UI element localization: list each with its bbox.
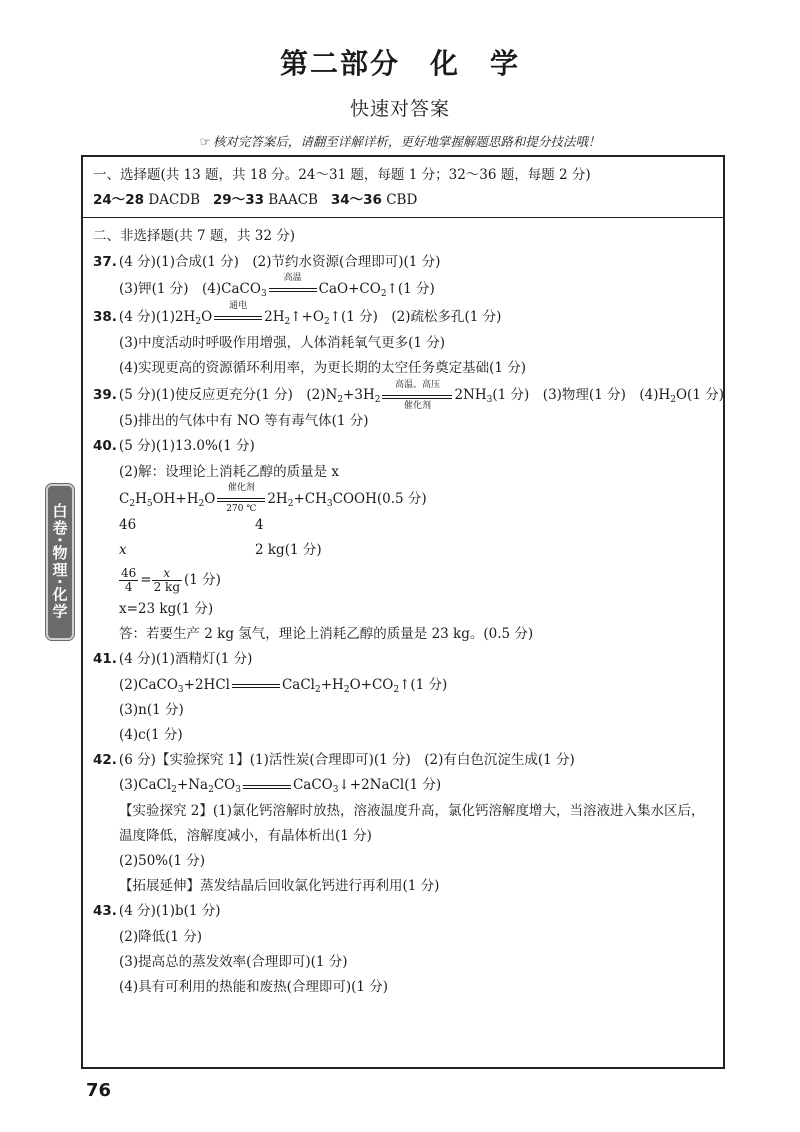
q38-line1: 38. (4 分)$(1)2H_2O$ 通电 $2H_2↑+O_2↑(1$ 分) (2)疏松多孔(1 分) <box>93 301 502 327</box>
q40-equation: $C_2H_5OH+H_2O$ 催化剂 270 ℃ $2H_2+CH_3COOH(0.5$ 分) <box>119 483 427 515</box>
reaction-equals: 高温、高压 催化剂 <box>382 389 452 403</box>
q38-line3: (4)实现更高的资源循环利用率，为更长期的太空任务奠定基础(1 分) <box>119 359 527 376</box>
q42-line3: 【实验探究 2】(1)氯化钙溶解时放热，溶液温度升高，氯化钙溶解度增大，当溶液进入集水区后，温度降低，溶解度减小，有晶体析出(1 分) <box>119 802 705 844</box>
reaction-equals: 通电 <box>214 310 262 324</box>
section-header: 二、非选择题(共 7 题，共 32 分) <box>93 228 295 245</box>
answer-box <box>81 155 725 1069</box>
page-number: 76 <box>86 1080 112 1101</box>
q40-x-row: x 2 kg(1 分) <box>119 541 322 558</box>
q40-mass-row: 46 4 <box>119 516 264 533</box>
q41-line1: 41. (4 分)(1)酒精灯(1 分) <box>93 651 253 668</box>
q41-line2: (2)CaCO$_3$+2HCl $CaCl_2+H_2O+CO_2↑(1$ 分) <box>119 676 448 695</box>
q42-line2: $(3)CaCl_2+Na_2CO_3$ CaCO$_3$↓+2NaCl(1 分) <box>119 777 442 796</box>
page-title: 第二部分 化 学 <box>279 47 520 80</box>
q39-line2: (5)排出的气体中有 NO 等有毒气体(1 分) <box>119 413 369 430</box>
choice-answers: 24～28 DACDB 29～33 BAACB 34～36 CBD <box>93 192 418 209</box>
q40-proportion: $\frac{46}{4}$ = $\frac{x}{2 kg}$ (1 分) <box>121 566 221 595</box>
tip-note: ☞ 核对完答案后，请翻至详解详析，更好地掌握解题思路和提分技法哦！ <box>199 134 601 149</box>
reaction-equals: 催化剂 270 ℃ <box>217 492 265 506</box>
q37-line2: (3)钾(1 分) (4)CaCO$_3$ 高温 $CaO+CO_2↑(1$ 分) <box>119 273 435 299</box>
section-choice <box>83 157 723 218</box>
q40-result: x=23 kg(1 分) <box>119 601 214 618</box>
q42-line1: 42. (6 分)【实验探究 1】(1)活性炭(合理即可)(1 分) (2)有白色沉淀生成(1 分) <box>93 752 575 769</box>
reaction-equals <box>243 779 291 793</box>
q43-line2: (2)降低(1 分) <box>119 928 203 945</box>
q43-line4: (4)具有可利用的热能和废热(合理即可)(1 分) <box>119 978 389 995</box>
side-tab: 白卷·物理·化学 <box>46 484 74 640</box>
q41-line3: (3)n(1 分) <box>119 701 184 718</box>
q37-line1: 37. (4 分)(1)合成(1 分) (2)节约水资源(合理即可)(1 分) <box>93 253 441 270</box>
page-subtitle: 快速对答案 <box>349 98 450 120</box>
q42-line4: (2)50%(1 分) <box>119 852 206 869</box>
q41-line4: (4)c(1 分) <box>119 727 183 743</box>
q38-line2: (3)中度活动时呼吸作用增强，人体消耗氧气更多(1 分) <box>119 334 446 351</box>
q40-line2: (2)解：设理论上消耗乙醇的质量是 x <box>119 463 340 480</box>
pointing-hand-icon: ☞ <box>199 134 211 149</box>
section-header: 一、选择题(共 13 题，共 18 分。24～31 题，每题 1 分；32～36 题，每题 2 分) <box>93 167 591 183</box>
q43-line3: (3)提高总的蒸发效率(合理即可)(1 分) <box>119 953 348 970</box>
reaction-equals: 高温 <box>269 282 317 296</box>
reaction-equals <box>232 678 280 692</box>
q39-line1: 39. (5 分)(1)使反应更充分(1 分) $(2)N_2+3H_2$ 高温、高压 催化剂 $2NH_3(1$ 分) (3)物理(1 分) $(4)H_2O(1$ 分) <box>93 379 724 411</box>
q40-line1: 40. (5 分)(1)13.0%(1 分) <box>93 438 255 455</box>
q40-answer: 答：若要生产 2 kg 氢气，理论上消耗乙醇的质量是 23 kg。(0.5 分) <box>119 626 534 643</box>
section-nonchoice <box>83 218 723 1000</box>
q42-line5: 【拓展延伸】蒸发结晶后回收氯化钙进行再利用(1 分) <box>119 878 440 895</box>
q43-line1: 43. (4 分)(1)b(1 分) <box>93 903 221 920</box>
